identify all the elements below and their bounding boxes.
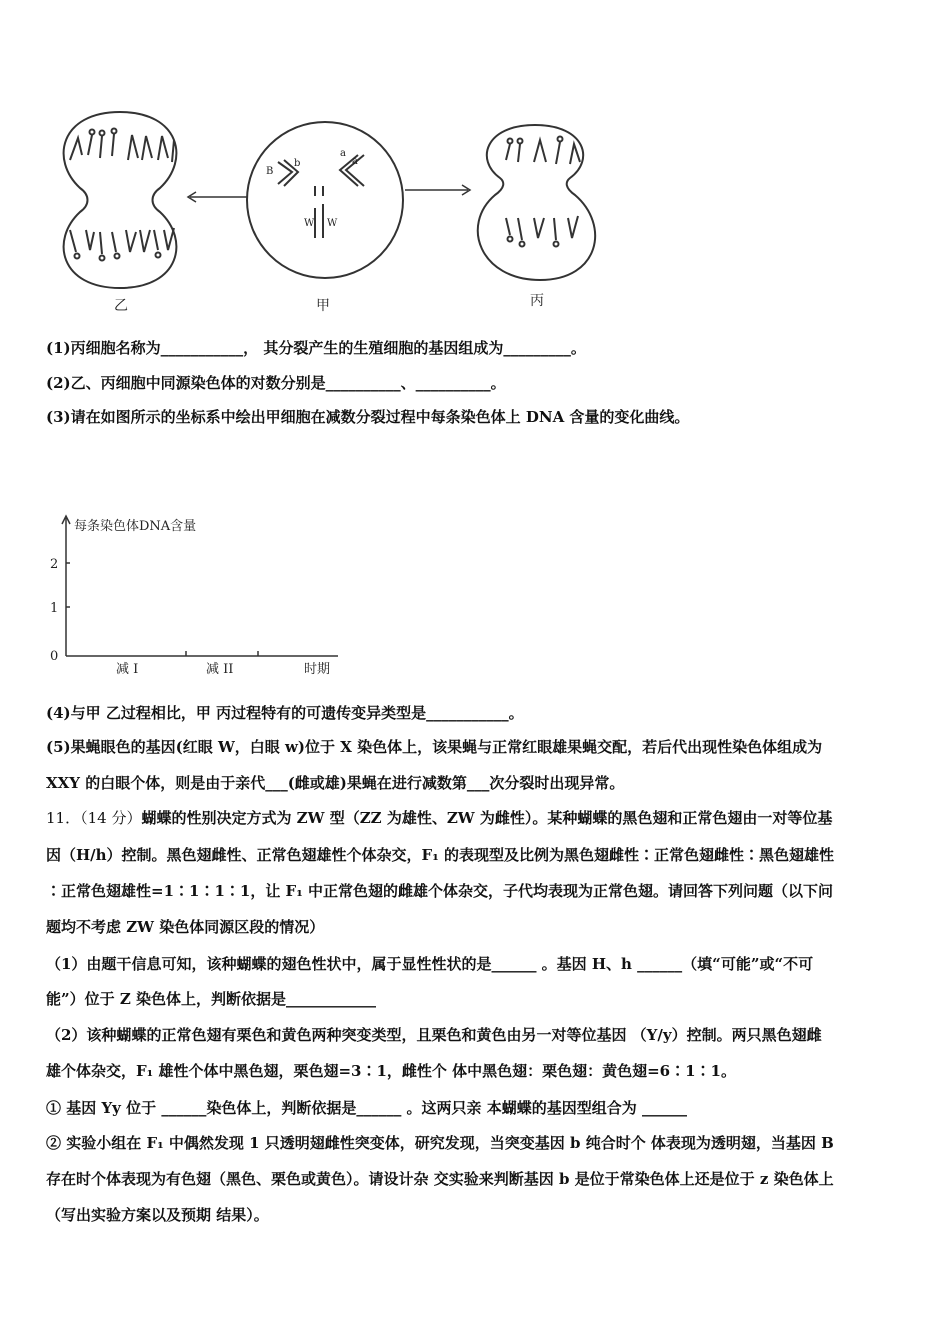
dna-content-graph [46,508,346,683]
question-11-line-1 [46,807,832,828]
cell-bing-outline [478,125,595,280]
question-11-1-line-2: 能”）位于 Z 染色体上，判断依据是____________ [46,990,377,1008]
question-11-line-4: 题均不考虑 ZW 染色体同源区段的情况） [46,918,325,936]
gene-label-B: B [266,166,274,177]
graph-ylabel: 每条染色体DNA含量 [74,519,197,534]
y-tick-2: 2 [50,557,59,572]
question-11-2-line-1: （2）该种蝴蝶的正常色翅有栗色和黄色两种突变类型，且栗色和黄色由另一对等位基因 （Y/y）控制。两只黑色翅雌 [46,1026,822,1044]
question-5-line-1: (5)果蝇眼色的基因(红眼 W，白眼 w)位于 X 染色体上，该果蝇与正常红眼雄果蝇交配，若后代出现性染色体组成为 [46,738,823,756]
question-11-number: 11．（14 分） [46,809,142,827]
cell-jia-chromosomes [278,155,364,238]
gene-label-a1: a [340,148,346,159]
x-tick-meiosis-1: 减 I [116,662,139,677]
cell-bing-chromosomes [506,137,580,247]
question-11-line-3: ∶正常色翅雄性=1∶1∶1∶1，让 F₁ 中正常色翅的雌雄个体杂交，子代均表现为正常色翅。请回答下列问题（以下问 [46,882,833,900]
gene-label-b: b [294,158,301,169]
cell-yi-outline [64,112,177,288]
y-tick-0: 0 [50,649,59,664]
question-11-2-a: ① 基因 Yy 位于 ______染色体上，判断依据是______ 。这两只亲 本蝴蝶的基因型组合为 ______ [46,1099,687,1117]
label-jia: 甲 [316,298,330,314]
question-3: (3)请在如图所示的坐标系中绘出甲细胞在减数分裂过程中每条染色体上 DNA 含量的变化曲线。 [46,408,690,426]
question-5-line-2: XXY 的白眼个体，则是由于亲代___(雌或雄)果蝇在进行减数第___次分裂时出现异常。 [46,774,625,792]
y-tick-1: 1 [50,601,59,616]
gene-label-a2: a [352,156,358,167]
gene-label-W: W [304,218,315,229]
question-11-2-b-line-2: 存在时个体表现为有色翅（黑色、栗色或黄色）。请设计杂 交实验来判断基因 b 是位于常染色体上还是位于 z 染色体上 [46,1170,834,1188]
cell-jia-outline [247,122,403,278]
x-tick-period: 时期 [304,662,331,677]
label-bing: 丙 [530,293,544,309]
question-1: (1)丙细胞名称为___________， 其分裂产生的生殖细胞的基因组成为_________。 [46,339,586,357]
x-tick-meiosis-2: 减 II [206,662,234,677]
question-11-line-2: 因（H/h）控制。黑色翅雌性、正常色翅雄性个体杂交，F₁ 的表现型及比例为黑色翅雌性∶正常色翅雌性∶黑色翅雄性 [46,846,835,864]
label-yi: 乙 [114,298,128,314]
question-11-2-b-line-3: （写出实验方案以及预期 结果）。 [46,1206,269,1224]
question-11-2-b-line-1: ② 实验小组在 F₁ 中偶然发现 1 只透明翅雌性突变体，研究发现，当突变基因 b 纯合时个 体表现为透明翅，当基因 B [46,1134,834,1152]
question-4: (4)与甲 乙过程相比，甲 丙过程特有的可遗传变异类型是___________。 [46,704,524,722]
question-2: (2)乙、丙细胞中同源染色体的对数分别是__________、__________。 [46,374,506,392]
cell-division-figure [40,100,620,315]
gene-label-w: W [327,218,338,229]
question-11-text: 蝴蝶的性别决定方式为 ZW 型（ZZ 为雄性、ZW 为雌性）。某种蝴蝶的黑色翅和正常色翅由一对等位基 [141,809,833,827]
question-11-2-line-2: 雄个体杂交，F₁ 雄性个体中黑色翅，栗色翅=3∶1，雌性个 体中黑色翅：栗色翅：黄色翅=6∶1∶1。 [46,1062,736,1080]
question-11-1-line-1: （1）由题干信息可知，该种蝴蝶的翅色性状中，属于显性性状的是______ 。基因 H、h ______（填“可能”或“不可 [46,955,814,973]
